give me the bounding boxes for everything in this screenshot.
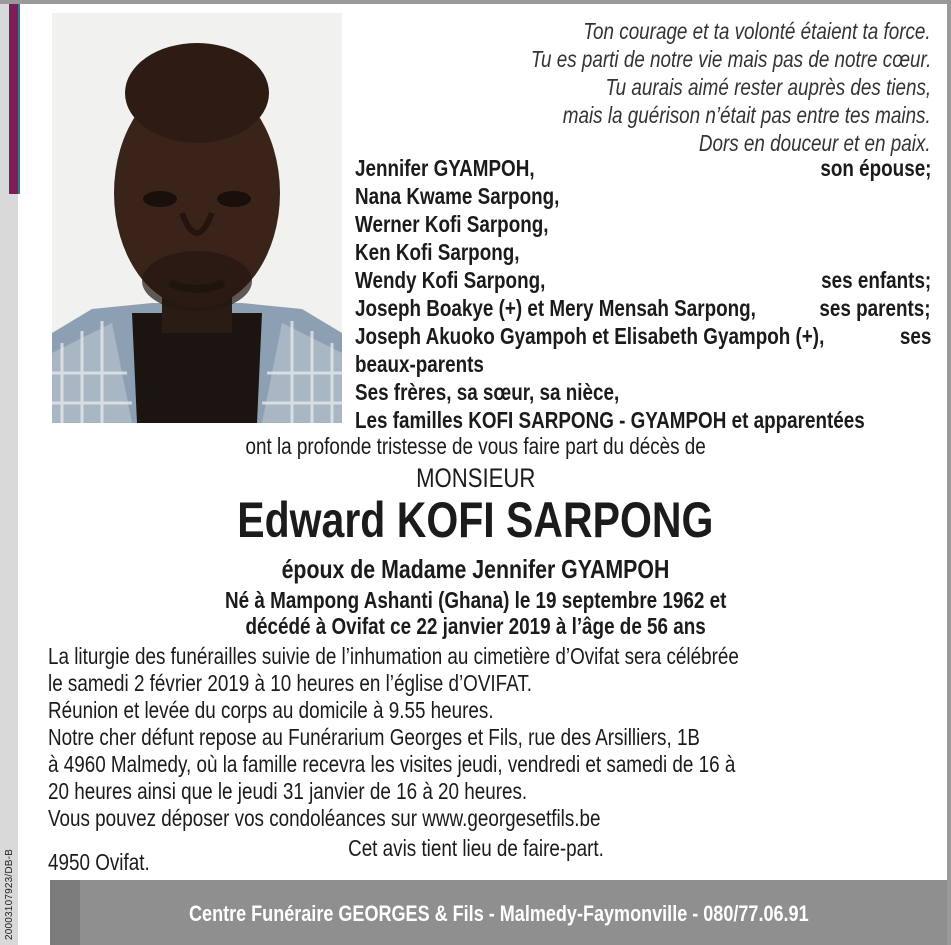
family-name: Joseph Akuoko Gyampoh et Elisabeth Gyampoh (+), xyxy=(355,323,825,349)
family-row xyxy=(355,210,931,238)
detail-line: Réunion et levée du corps au domicile à 9.55 heures. xyxy=(48,697,494,723)
notice-line: Cet avis tient lieu de faire-part. xyxy=(347,835,604,861)
family-name: Ken Kofi Sarpong, xyxy=(355,239,520,265)
detail-line: Notre cher défunt repose au Funérarium Georges et Fils, rue des Arsilliers, 1B xyxy=(48,724,701,750)
family-row xyxy=(355,294,931,322)
poem xyxy=(443,17,931,157)
family-name: Wendy Kofi Sarpong, xyxy=(355,267,546,293)
announcement-line: ont la profonde tristesse de vous faire part du décès de xyxy=(245,433,706,459)
family-relation: ses enfants; xyxy=(820,267,931,293)
family-relation: son épouse; xyxy=(819,155,931,181)
family-row xyxy=(355,238,931,266)
family-name: beaux-parents xyxy=(355,351,484,377)
poem-line: Ton courage et ta volonté étaient ta force. xyxy=(583,18,931,44)
detail-line: à 4960 Malmedy, où la famille recevra les visites jeudi, vendredi et samedi de 16 à xyxy=(48,751,736,777)
family-row xyxy=(355,266,931,294)
address-line: 4950 Ovifat. xyxy=(48,849,150,875)
honorific: MONSIEUR xyxy=(415,463,536,493)
family-row xyxy=(355,350,931,378)
family-row xyxy=(355,406,931,434)
top-border xyxy=(0,0,951,4)
birth-line: Né à Mampong Ashanti (Ghana) le 19 septembre 1962 et xyxy=(224,587,727,613)
family-relation: ses parents; xyxy=(819,295,931,321)
accent-bar xyxy=(9,4,18,194)
deceased-name: Edward KOFI SARPONG xyxy=(237,492,714,548)
detail-line: le samedi 2 février 2019 à 10 heures en l’église d’OVIFAT. xyxy=(48,670,532,696)
spouse-line: époux de Madame Jennifer GYAMPOH xyxy=(281,554,670,584)
funeral-home-footer: Centre Funéraire GEORGES & Fils - Malmedy-Faymonville - 080/77.06.91 xyxy=(188,901,809,926)
family-row xyxy=(355,322,931,350)
family-name: Werner Kofi Sarpong, xyxy=(355,211,549,237)
detail-line: La liturgie des funérailles suivie de l’inhumation au cimetière d’Ovifat sera célébrée xyxy=(48,643,739,669)
family-name: Jennifer GYAMPOH, xyxy=(355,155,535,181)
portrait-photo xyxy=(52,13,342,423)
family-row xyxy=(355,154,931,182)
family-row xyxy=(355,182,931,210)
accent-bar-edge xyxy=(18,4,20,194)
family-relation: ses xyxy=(899,323,931,349)
death-line: décédé à Ovifat ce 22 janvier 2019 à l’âge de 56 ans xyxy=(245,613,706,639)
family-name: Les familles KOFI SARPONG - GYAMPOH et apparentées xyxy=(355,407,865,433)
poem-line: Dors en douceur et en paix. xyxy=(699,130,931,156)
detail-line: Vous pouvez déposer vos condoléances sur www.georgesetfils.be xyxy=(48,805,601,831)
family-name: Nana Kwame Sarpong, xyxy=(355,183,560,209)
family-name: Ses frères, sa sœur, sa nièce, xyxy=(355,379,620,405)
detail-line: 20 heures ainsi que le jeudi 31 janvier de 16 à 20 heures. xyxy=(48,778,528,804)
portrait-illustration xyxy=(52,13,342,423)
poem-line: Tu aurais aimé rester auprès des tiens, xyxy=(605,74,931,100)
poem-line: Tu es parti de notre vie mais pas de notre cœur. xyxy=(530,46,931,72)
reference-code: 20003107923/DB-B xyxy=(4,848,15,940)
family-row xyxy=(355,378,931,406)
poem-line: mais la guérison n’était pas entre tes mains. xyxy=(563,102,931,128)
family-name: Joseph Boakye (+) et Mery Mensah Sarpong, xyxy=(355,295,756,321)
